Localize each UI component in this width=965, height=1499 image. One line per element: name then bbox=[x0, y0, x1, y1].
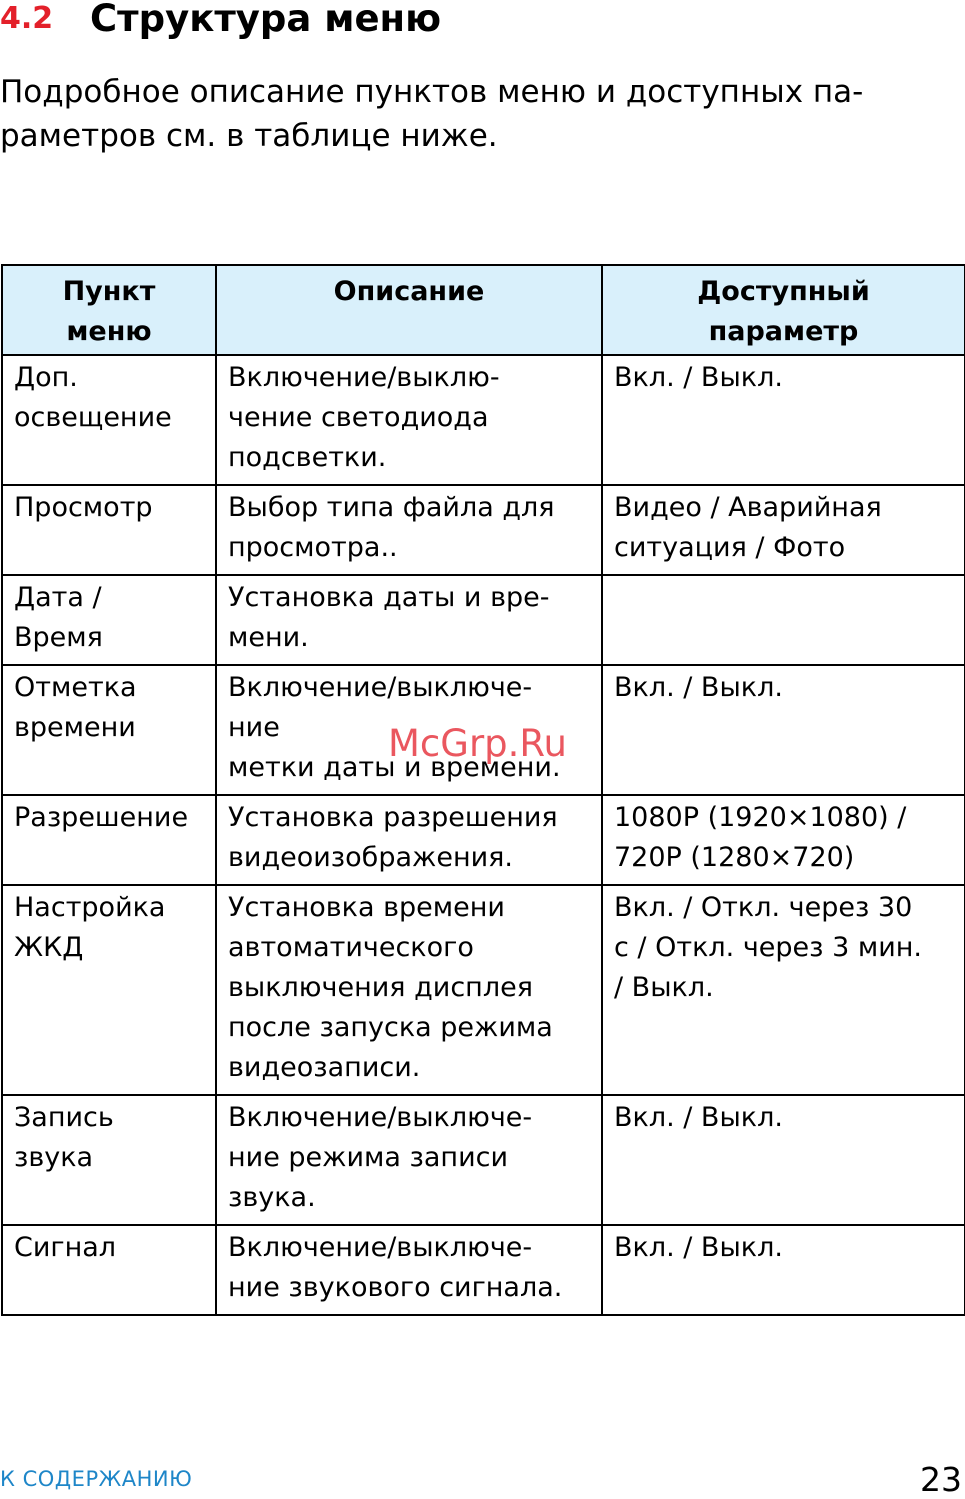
cell-text-line: ние звукового сигнала. bbox=[228, 1272, 563, 1303]
cell-text-line: Настройка bbox=[14, 892, 166, 923]
parameter-cell bbox=[602, 885, 965, 1095]
cell-text-line: автоматического bbox=[228, 932, 474, 963]
description-cell bbox=[216, 1095, 602, 1225]
parameter-cell bbox=[602, 795, 965, 885]
description-cell bbox=[216, 355, 602, 485]
cell-text-line: звука. bbox=[228, 1182, 316, 1213]
cell-text-line: Вкл. / Выкл. bbox=[614, 672, 783, 703]
cell-text-line: Видео / Аварийная bbox=[614, 492, 882, 523]
cell-text-line: Включение/выключе- bbox=[228, 1102, 533, 1133]
menu-item-cell bbox=[2, 885, 216, 1095]
page-number: 23 bbox=[920, 1460, 962, 1499]
cell-text-line: метки даты и времени. bbox=[228, 752, 561, 783]
parameter-cell bbox=[602, 485, 965, 575]
cell-text-line: Установка разрешения bbox=[228, 802, 558, 833]
header-label: Описание bbox=[333, 276, 485, 307]
cell-text-line: видеозаписи. bbox=[228, 1052, 421, 1083]
header-label: Пункт bbox=[62, 276, 156, 307]
menu-item-cell bbox=[2, 1095, 216, 1225]
cell-text-line: просмотра.. bbox=[228, 532, 398, 563]
intro-paragraph bbox=[0, 70, 965, 158]
table-row bbox=[2, 1095, 965, 1225]
table-row bbox=[2, 665, 965, 795]
menu-item-cell bbox=[2, 355, 216, 485]
cell-text-line: / Выкл. bbox=[614, 972, 714, 1003]
table-header-row bbox=[2, 265, 965, 355]
table-row bbox=[2, 355, 965, 485]
description-cell bbox=[216, 485, 602, 575]
cell-text-line: Включение/выключе- bbox=[228, 672, 533, 703]
header-menu-item bbox=[2, 265, 216, 355]
cell-text-line: Отметка bbox=[14, 672, 137, 703]
description-cell bbox=[216, 795, 602, 885]
table-body bbox=[2, 355, 965, 1315]
parameter-cell bbox=[602, 575, 965, 665]
parameter-cell bbox=[602, 1095, 965, 1225]
cell-text-line: 720P (1280×720) bbox=[614, 842, 855, 873]
table-row bbox=[2, 485, 965, 575]
cell-text-line: ние bbox=[228, 712, 280, 743]
cell-text-line: Выбор типа файла для bbox=[228, 492, 555, 523]
menu-item-cell bbox=[2, 795, 216, 885]
cell-text-line: мени. bbox=[228, 622, 309, 653]
cell-text-line: Установка времени bbox=[228, 892, 505, 923]
header-description bbox=[216, 265, 602, 355]
description-cell bbox=[216, 1225, 602, 1315]
cell-text-line: Включение/выклю- bbox=[228, 362, 500, 393]
parameter-cell bbox=[602, 355, 965, 485]
cell-text-line: Разрешение bbox=[14, 802, 189, 833]
parameter-cell bbox=[602, 665, 965, 795]
cell-text-line: выключения дисплея bbox=[228, 972, 533, 1003]
menu-structure-table bbox=[1, 264, 965, 1316]
intro-line: раметров см. в таблице ниже. bbox=[0, 118, 498, 154]
parameter-cell bbox=[602, 1225, 965, 1315]
cell-text-line: ситуация / Фото bbox=[614, 532, 846, 563]
menu-item-cell bbox=[2, 485, 216, 575]
description-cell bbox=[216, 665, 602, 795]
cell-text-line: Запись bbox=[14, 1102, 114, 1133]
table-of-contents-link[interactable]: К СОДЕРЖАНИЮ bbox=[0, 1467, 193, 1491]
cell-text-line: Вкл. / Выкл. bbox=[614, 1232, 783, 1263]
cell-text-line: Дата / bbox=[14, 582, 102, 613]
header-label: меню bbox=[66, 316, 152, 347]
cell-text-line: видеоизображения. bbox=[228, 842, 513, 873]
cell-text-line: Установка даты и вре- bbox=[228, 582, 550, 613]
section-number: 4.2 bbox=[0, 1, 54, 36]
header-label: Доступный bbox=[697, 276, 870, 307]
cell-text-line: Время bbox=[14, 622, 103, 653]
cell-text-line: с / Откл. через 3 мин. bbox=[614, 932, 922, 963]
cell-text-line: освещение bbox=[14, 402, 172, 433]
cell-text-line: звука bbox=[14, 1142, 94, 1173]
cell-text-line: чение светодиода bbox=[228, 402, 489, 433]
cell-text-line: времени bbox=[14, 712, 136, 743]
menu-item-cell bbox=[2, 575, 216, 665]
table-row bbox=[2, 885, 965, 1095]
cell-text-line: ние режима записи bbox=[228, 1142, 509, 1173]
cell-text-line: 1080P (1920×1080) / bbox=[614, 802, 907, 833]
header-parameter bbox=[602, 265, 965, 355]
menu-item-cell bbox=[2, 1225, 216, 1315]
cell-text-line: после запуска режима bbox=[228, 1012, 553, 1043]
cell-text-line: Просмотр bbox=[14, 492, 153, 523]
cell-text-line: подсветки. bbox=[228, 442, 387, 473]
table-row bbox=[2, 795, 965, 885]
description-cell bbox=[216, 885, 602, 1095]
header-label: параметр bbox=[708, 316, 859, 347]
intro-line: Подробное описание пунктов меню и доступных па- bbox=[0, 74, 864, 110]
table-row bbox=[2, 1225, 965, 1315]
cell-text-line: Сигнал bbox=[14, 1232, 117, 1263]
cell-text-line: Вкл. / Выкл. bbox=[614, 1102, 783, 1133]
section-heading bbox=[0, 0, 441, 44]
watermark: McGrp.Ru bbox=[388, 722, 567, 765]
cell-text-line: ЖКД bbox=[14, 932, 84, 963]
section-title: Структура меню bbox=[90, 0, 442, 40]
cell-text-line: Включение/выключе- bbox=[228, 1232, 533, 1263]
table-row bbox=[2, 575, 965, 665]
description-cell bbox=[216, 575, 602, 665]
cell-text-line: Вкл. / Откл. через 30 bbox=[614, 892, 913, 923]
cell-text-line: Вкл. / Выкл. bbox=[614, 362, 783, 393]
menu-item-cell bbox=[2, 665, 216, 795]
cell-text-line: Доп. bbox=[14, 362, 78, 393]
